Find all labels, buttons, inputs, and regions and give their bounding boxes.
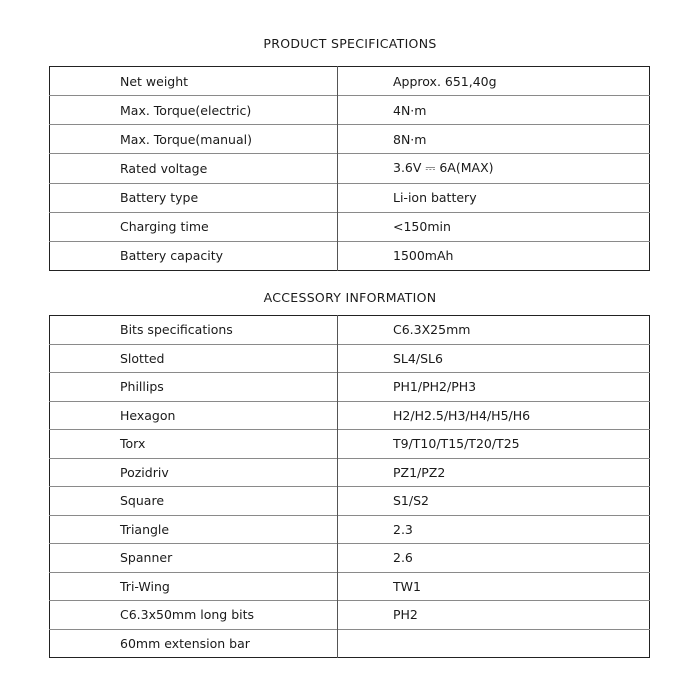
accessory-label: Phillips	[50, 373, 338, 402]
spec-label: Max. Torque(manual)	[50, 125, 338, 154]
accessory-label: Spanner	[50, 544, 338, 573]
spec-value: <150min	[338, 212, 650, 241]
accessory-value: 2.6	[338, 544, 650, 573]
spec-label: Battery type	[50, 183, 338, 212]
table-row	[50, 67, 650, 96]
spec-value: Approx. 651,40g	[393, 73, 497, 89]
table-row	[50, 316, 650, 345]
accessory-value	[338, 629, 650, 658]
accessory-value: 2.3	[338, 515, 650, 544]
accessory-value: PH1/PH2/PH3	[338, 373, 650, 402]
accessory-value: T9/T10/T15/T20/T25	[338, 430, 650, 459]
spec-label: Battery capacity	[50, 241, 338, 270]
accessory-value: C6.3X25mm	[393, 322, 471, 338]
accessory-label: Square	[50, 487, 338, 516]
accessory-value: PH2	[338, 601, 650, 630]
table-row	[50, 125, 650, 154]
table-row	[50, 572, 650, 601]
table-row	[50, 183, 650, 212]
accessory-value: SL4/SL6	[338, 344, 650, 373]
accessory-label: Triangle	[50, 515, 338, 544]
accessory-information-title: ACCESSORY INFORMATION	[263, 290, 437, 305]
table-row	[50, 430, 650, 459]
spec-value: 8N·m	[338, 125, 650, 154]
accessory-label: Bits specifications	[50, 316, 338, 345]
table-row	[50, 401, 650, 430]
spec-label: Charging time	[50, 212, 338, 241]
table-row	[50, 458, 650, 487]
accessory-label: Tri-Wing	[50, 572, 338, 601]
accessory-label: Pozidriv	[50, 458, 338, 487]
accessory-label: Torx	[50, 430, 338, 459]
table-row	[50, 154, 650, 183]
table-row	[50, 544, 650, 573]
table-row	[50, 373, 650, 402]
table-row	[50, 96, 650, 125]
spec-value: Li-ion battery	[338, 183, 650, 212]
table-row	[50, 515, 650, 544]
accessory-label: 60mm extension bar	[50, 629, 338, 658]
table-row	[50, 629, 650, 658]
spec-value: 3.6V ⎓ 6A(MAX)	[338, 154, 650, 183]
product-specifications-title: PRODUCT SPECIFICATIONS	[263, 36, 437, 51]
table-row	[50, 241, 650, 270]
table-row	[50, 601, 650, 630]
spec-value: 4N·m	[338, 96, 650, 125]
accessory-label: Slotted	[50, 344, 338, 373]
accessory-value: TW1	[338, 572, 650, 601]
accessory-value: H2/H2.5/H3/H4/H5/H6	[338, 401, 650, 430]
accessory-label: C6.3x50mm long bits	[50, 601, 338, 630]
table-row	[50, 212, 650, 241]
product-specifications-table	[49, 66, 650, 271]
spec-label: Max. Torque(electric)	[50, 96, 338, 125]
accessory-label: Hexagon	[50, 401, 338, 430]
table-row	[50, 344, 650, 373]
table-row	[50, 487, 650, 516]
spec-value: 1500mAh	[338, 241, 650, 270]
spec-label: Rated voltage	[50, 154, 338, 183]
spec-label: Net weight	[50, 67, 338, 96]
accessory-value: PZ1/PZ2	[338, 458, 650, 487]
accessory-information-table	[49, 315, 650, 658]
accessory-value: S1/S2	[338, 487, 650, 516]
